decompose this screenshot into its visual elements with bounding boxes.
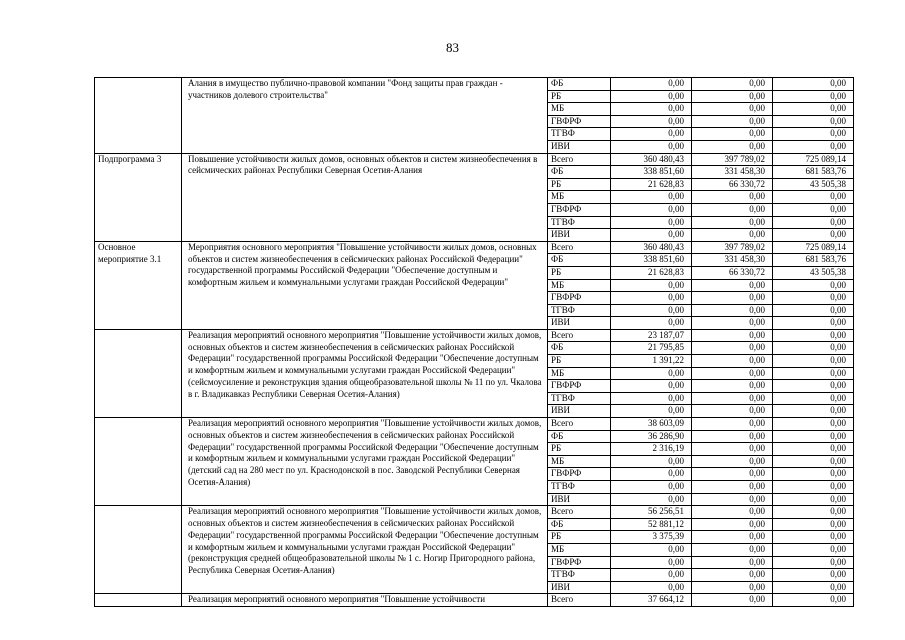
value-cell-1: 360 480,43 <box>611 153 692 166</box>
value-cell-1: 0,00 <box>611 569 692 582</box>
table-row <box>95 418 854 431</box>
value-cell-1: 0,00 <box>611 292 692 305</box>
value-cell-1: 360 480,43 <box>611 241 692 254</box>
value-cell-3: 0,00 <box>773 191 854 204</box>
value-cell-3: 43 505,38 <box>773 266 854 279</box>
funding-source-cell: ИВИ <box>548 317 611 330</box>
table-row <box>95 594 854 607</box>
section-cell <box>95 78 182 154</box>
value-cell-1: 0,00 <box>611 581 692 594</box>
value-cell-3: 0,00 <box>773 493 854 506</box>
funding-source-cell: Всего <box>548 594 611 607</box>
funding-source-cell: МБ <box>548 543 611 556</box>
value-cell-2: 0,00 <box>692 443 773 456</box>
funding-source-cell: Всего <box>548 329 611 342</box>
value-cell-3: 0,00 <box>773 392 854 405</box>
value-cell-2: 0,00 <box>692 329 773 342</box>
description-cell: Реализация мероприятий основного мероприятия "Повышение устойчивости жилых домов, основных объектов и систем жизнеобеспечения в сейсмических районах Российской Федерации" государственной программы Российской Федерации "Обеспечение доступным и комфортным жильем и коммунальными услугами граждан Российской Федерации" (детский сад на 280 мест по ул. Краснодонской в пос. Заводской Республики Северная Осетия-Алания) <box>182 418 548 506</box>
value-cell-1: 0,00 <box>611 103 692 116</box>
value-cell-1: 21 628,83 <box>611 178 692 191</box>
value-cell-1: 0,00 <box>611 78 692 91</box>
funding-source-cell: ИВИ <box>548 140 611 153</box>
funding-source-cell: МБ <box>548 279 611 292</box>
value-cell-1: 0,00 <box>611 304 692 317</box>
description-cell: Реализация мероприятий основного мероприятия "Повышение устойчивости жилых домов, основных объектов и систем жизнеобеспечения в сейсмических районах Российской Федерации" государственной программы Российской Федерации "Обеспечение доступным и комфортным жильем и коммунальными услугами граждан Российской Федерации" (сейсмоусиление и реконструкция здания общеобразовательной школы № 11 по ул. Чкалова в г. Владикавказ Республики Северная Осетия-Алания) <box>182 329 548 417</box>
value-cell-1: 36 286,90 <box>611 430 692 443</box>
value-cell-3: 0,00 <box>773 531 854 544</box>
funding-source-cell: ТГВФ <box>548 216 611 229</box>
value-cell-1: 0,00 <box>611 279 692 292</box>
funding-source-cell: ГВФРФ <box>548 115 611 128</box>
value-cell-2: 0,00 <box>692 506 773 519</box>
value-cell-2: 0,00 <box>692 304 773 317</box>
funding-source-cell: ФБ <box>548 254 611 267</box>
table-row <box>95 329 854 342</box>
value-cell-1: 56 256,51 <box>611 506 692 519</box>
value-cell-1: 0,00 <box>611 455 692 468</box>
section-cell <box>95 418 182 506</box>
section-cell <box>95 329 182 417</box>
value-cell-2: 0,00 <box>692 468 773 481</box>
table-row <box>95 78 854 91</box>
value-cell-1: 0,00 <box>611 481 692 494</box>
value-cell-2: 0,00 <box>692 481 773 494</box>
value-cell-2: 0,00 <box>692 418 773 431</box>
value-cell-3: 0,00 <box>773 342 854 355</box>
value-cell-2: 0,00 <box>692 556 773 569</box>
value-cell-3: 0,00 <box>773 317 854 330</box>
funding-source-cell: ФБ <box>548 78 611 91</box>
value-cell-1: 0,00 <box>611 229 692 242</box>
page-number: 83 <box>446 40 459 55</box>
value-cell-1: 0,00 <box>611 556 692 569</box>
value-cell-3: 0,00 <box>773 418 854 431</box>
value-cell-3: 0,00 <box>773 292 854 305</box>
funding-source-cell: ИВИ <box>548 493 611 506</box>
value-cell-1: 37 664,12 <box>611 594 692 607</box>
funding-source-cell: ГВФРФ <box>548 203 611 216</box>
value-cell-3: 0,00 <box>773 430 854 443</box>
value-cell-1: 0,00 <box>611 115 692 128</box>
funding-source-cell: РБ <box>548 531 611 544</box>
funding-source-cell: Всего <box>548 506 611 519</box>
value-cell-2: 0,00 <box>692 203 773 216</box>
value-cell-3: 0,00 <box>773 367 854 380</box>
value-cell-3: 0,00 <box>773 115 854 128</box>
value-cell-1: 1 391,22 <box>611 355 692 368</box>
funding-source-cell: РБ <box>548 355 611 368</box>
budget-table-body <box>95 78 854 607</box>
value-cell-3: 0,00 <box>773 506 854 519</box>
value-cell-1: 0,00 <box>611 128 692 141</box>
value-cell-1: 0,00 <box>611 90 692 103</box>
value-cell-1: 0,00 <box>611 468 692 481</box>
value-cell-2: 0,00 <box>692 279 773 292</box>
value-cell-1: 2 316,19 <box>611 443 692 456</box>
funding-source-cell: ТГВФ <box>548 392 611 405</box>
value-cell-1: 0,00 <box>611 380 692 393</box>
value-cell-2: 66 330,72 <box>692 266 773 279</box>
value-cell-1: 0,00 <box>611 405 692 418</box>
value-cell-1: 23 187,07 <box>611 329 692 342</box>
value-cell-2: 0,00 <box>692 191 773 204</box>
value-cell-3: 0,00 <box>773 78 854 91</box>
value-cell-3: 681 583,76 <box>773 166 854 179</box>
value-cell-3: 681 583,76 <box>773 254 854 267</box>
funding-source-cell: ТГВФ <box>548 569 611 582</box>
funding-source-cell: МБ <box>548 103 611 116</box>
value-cell-2: 0,00 <box>692 543 773 556</box>
funding-source-cell: Всего <box>548 153 611 166</box>
funding-source-cell: МБ <box>548 367 611 380</box>
value-cell-3: 43 505,38 <box>773 178 854 191</box>
value-cell-3: 725 089,14 <box>773 153 854 166</box>
funding-source-cell: ТГВФ <box>548 481 611 494</box>
value-cell-2: 0,00 <box>692 78 773 91</box>
value-cell-3: 0,00 <box>773 581 854 594</box>
value-cell-2: 0,00 <box>692 229 773 242</box>
value-cell-3: 0,00 <box>773 518 854 531</box>
table-row <box>95 153 854 166</box>
funding-source-cell: ФБ <box>548 518 611 531</box>
value-cell-2: 0,00 <box>692 392 773 405</box>
value-cell-1: 3 375,39 <box>611 531 692 544</box>
funding-source-cell: ФБ <box>548 430 611 443</box>
value-cell-2: 0,00 <box>692 569 773 582</box>
funding-source-cell: ГВФРФ <box>548 292 611 305</box>
value-cell-2: 0,00 <box>692 140 773 153</box>
section-cell <box>95 594 182 607</box>
value-cell-2: 331 458,30 <box>692 254 773 267</box>
funding-source-cell: РБ <box>548 178 611 191</box>
value-cell-3: 0,00 <box>773 203 854 216</box>
value-cell-2: 0,00 <box>692 455 773 468</box>
description-cell: Реализация мероприятий основного мероприятия "Повышение устойчивости <box>182 594 548 607</box>
funding-source-cell: МБ <box>548 191 611 204</box>
value-cell-1: 0,00 <box>611 543 692 556</box>
funding-source-cell: ФБ <box>548 166 611 179</box>
value-cell-3: 0,00 <box>773 455 854 468</box>
value-cell-3: 0,00 <box>773 128 854 141</box>
value-cell-3: 0,00 <box>773 543 854 556</box>
value-cell-3: 0,00 <box>773 594 854 607</box>
funding-source-cell: ТГВФ <box>548 304 611 317</box>
value-cell-2: 0,00 <box>692 342 773 355</box>
value-cell-3: 0,00 <box>773 90 854 103</box>
value-cell-3: 0,00 <box>773 279 854 292</box>
value-cell-2: 0,00 <box>692 292 773 305</box>
value-cell-1: 0,00 <box>611 367 692 380</box>
value-cell-1: 0,00 <box>611 317 692 330</box>
value-cell-1: 52 881,12 <box>611 518 692 531</box>
value-cell-2: 0,00 <box>692 518 773 531</box>
funding-source-cell: ФБ <box>548 342 611 355</box>
funding-source-cell: РБ <box>548 443 611 456</box>
funding-source-cell: РБ <box>548 266 611 279</box>
value-cell-2: 0,00 <box>692 367 773 380</box>
value-cell-3: 0,00 <box>773 304 854 317</box>
value-cell-2: 331 458,30 <box>692 166 773 179</box>
value-cell-3: 0,00 <box>773 216 854 229</box>
funding-source-cell: ГВФРФ <box>548 556 611 569</box>
value-cell-1: 0,00 <box>611 392 692 405</box>
value-cell-3: 0,00 <box>773 569 854 582</box>
value-cell-1: 38 603,09 <box>611 418 692 431</box>
value-cell-1: 0,00 <box>611 216 692 229</box>
value-cell-3: 0,00 <box>773 380 854 393</box>
value-cell-2: 0,00 <box>692 355 773 368</box>
value-cell-1: 338 851,60 <box>611 166 692 179</box>
funding-source-cell: Всего <box>548 241 611 254</box>
value-cell-1: 338 851,60 <box>611 254 692 267</box>
value-cell-2: 0,00 <box>692 430 773 443</box>
value-cell-2: 397 789,02 <box>692 153 773 166</box>
funding-source-cell: ИВИ <box>548 405 611 418</box>
section-cell <box>95 506 182 594</box>
value-cell-2: 0,00 <box>692 90 773 103</box>
value-cell-3: 0,00 <box>773 329 854 342</box>
funding-source-cell: ГВФРФ <box>548 380 611 393</box>
description-cell: Алания в имущество публично-правовой компании "Фонд защиты прав граждан - участников долевого строительства" <box>182 78 548 154</box>
value-cell-3: 0,00 <box>773 355 854 368</box>
funding-source-cell: ГВФРФ <box>548 468 611 481</box>
value-cell-1: 0,00 <box>611 140 692 153</box>
funding-source-cell: ТГВФ <box>548 128 611 141</box>
description-cell: Реализация мероприятий основного мероприятия "Повышение устойчивости жилых домов, основных объектов и систем жизнеобеспечения в сейсмических районах Российской Федерации" государственной программы Российской Федерации "Обеспечение доступным и комфортным жильем и коммунальными услугами граждан Российской Федерации" (реконструкция средней общеобразовательной школы № 1 с. Ногир Пригородного района, Республика Северная Осетия-Алания) <box>182 506 548 594</box>
value-cell-3: 725 089,14 <box>773 241 854 254</box>
funding-source-cell: ИВИ <box>548 229 611 242</box>
value-cell-2: 0,00 <box>692 405 773 418</box>
description-cell: Повышение устойчивости жилых домов, основных объектов и систем жизнеобеспечения в сейсмических районах Республики Северная Осетия-Алания <box>182 153 548 241</box>
value-cell-1: 0,00 <box>611 493 692 506</box>
value-cell-2: 0,00 <box>692 103 773 116</box>
value-cell-2: 0,00 <box>692 594 773 607</box>
table-row <box>95 506 854 519</box>
value-cell-2: 0,00 <box>692 115 773 128</box>
value-cell-1: 21 628,83 <box>611 266 692 279</box>
value-cell-2: 397 789,02 <box>692 241 773 254</box>
value-cell-1: 0,00 <box>611 203 692 216</box>
funding-source-cell: Всего <box>548 418 611 431</box>
value-cell-2: 0,00 <box>692 128 773 141</box>
value-cell-2: 0,00 <box>692 380 773 393</box>
value-cell-1: 21 795,85 <box>611 342 692 355</box>
value-cell-1: 0,00 <box>611 191 692 204</box>
value-cell-2: 0,00 <box>692 581 773 594</box>
value-cell-3: 0,00 <box>773 103 854 116</box>
value-cell-3: 0,00 <box>773 140 854 153</box>
budget-table <box>94 77 854 607</box>
value-cell-2: 0,00 <box>692 531 773 544</box>
value-cell-2: 66 330,72 <box>692 178 773 191</box>
value-cell-2: 0,00 <box>692 216 773 229</box>
section-cell: Подпрограмма 3 <box>95 153 182 241</box>
section-cell: Основное мероприятие 3.1 <box>95 241 182 329</box>
value-cell-3: 0,00 <box>773 229 854 242</box>
funding-source-cell: РБ <box>548 90 611 103</box>
table-row <box>95 241 854 254</box>
funding-source-cell: ИВИ <box>548 581 611 594</box>
funding-source-cell: МБ <box>548 455 611 468</box>
value-cell-2: 0,00 <box>692 317 773 330</box>
value-cell-3: 0,00 <box>773 443 854 456</box>
value-cell-3: 0,00 <box>773 481 854 494</box>
value-cell-2: 0,00 <box>692 493 773 506</box>
value-cell-3: 0,00 <box>773 468 854 481</box>
value-cell-3: 0,00 <box>773 405 854 418</box>
value-cell-3: 0,00 <box>773 556 854 569</box>
description-cell: Мероприятия основного мероприятия "Повышение устойчивости жилых домов, основных объектов и систем жизнеобеспечения в сейсмических районах Российской Федерации" государственной программы Российской Федерации "Обеспечение доступным и комфортным жильем и коммунальными услугами граждан Российской Федерации" <box>182 241 548 329</box>
